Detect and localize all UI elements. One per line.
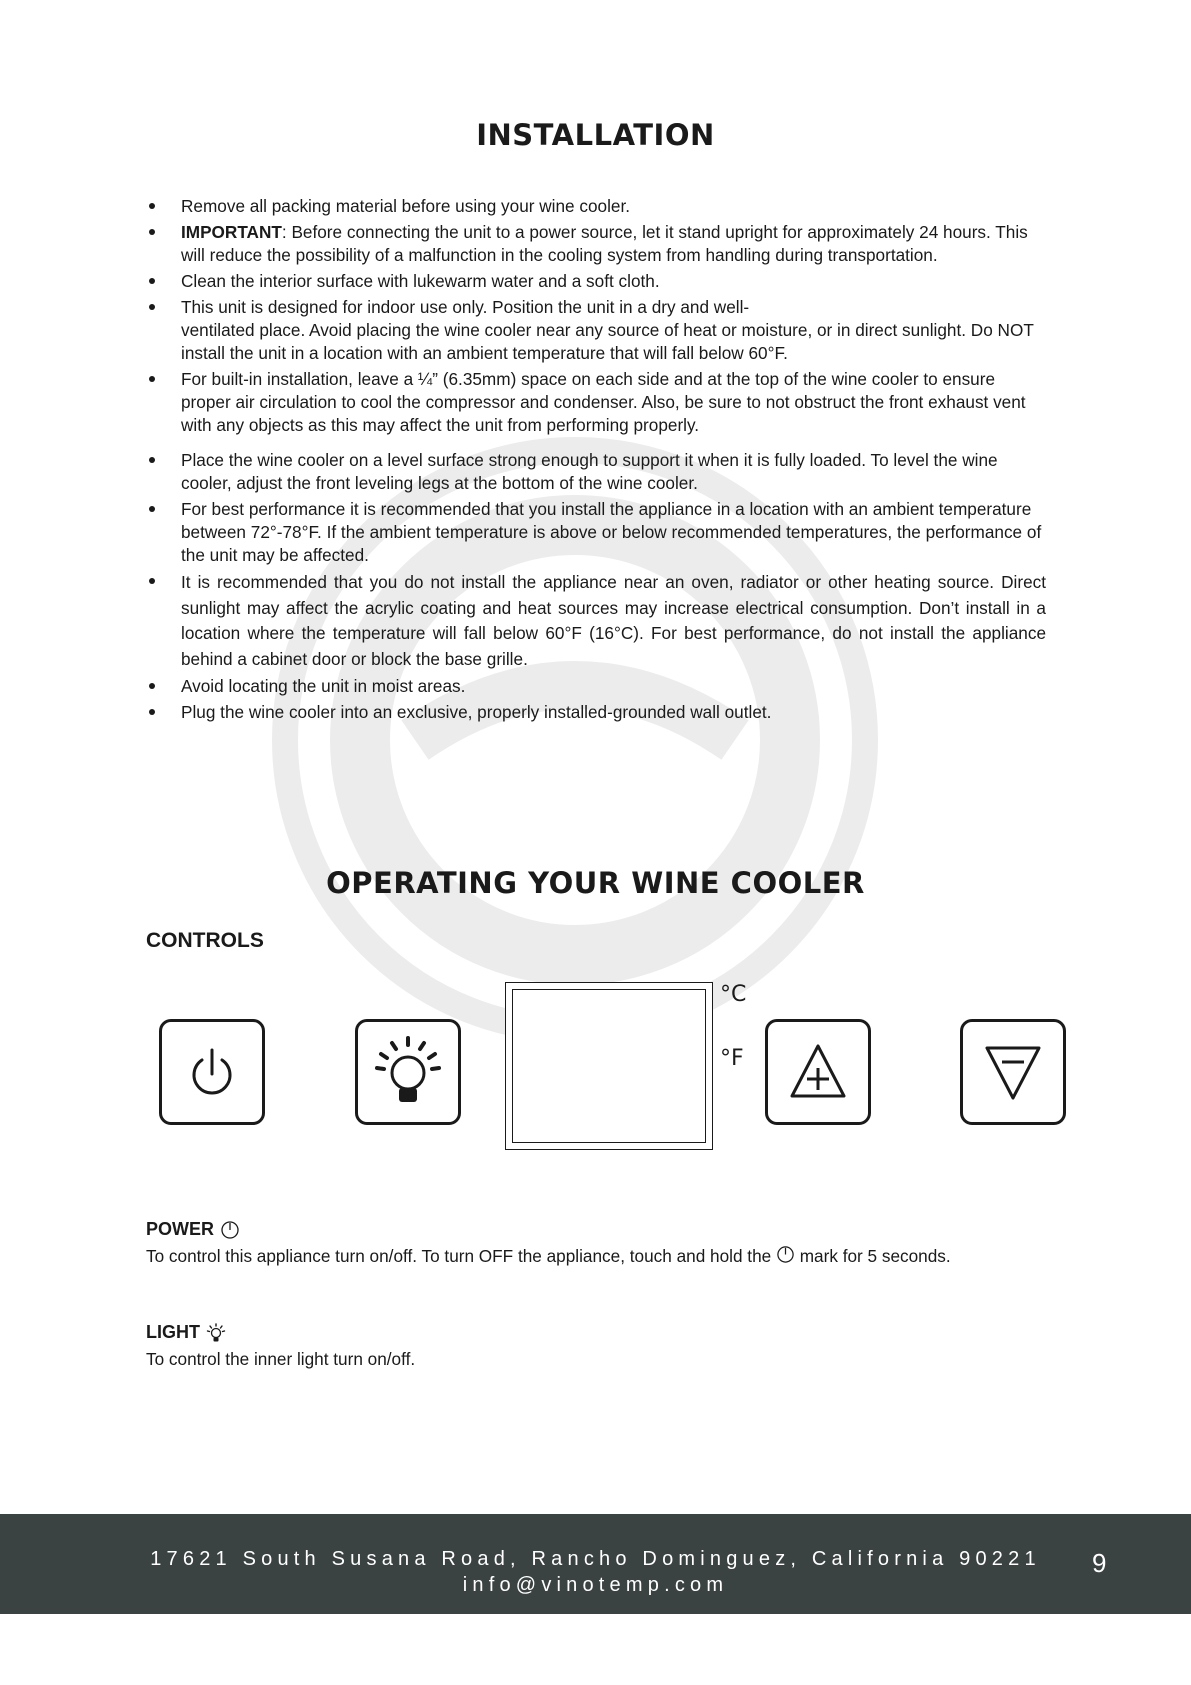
power-button: [159, 1019, 265, 1125]
temperature-up-button: [765, 1019, 871, 1125]
list-item: Avoid locating the unit in moist areas.: [146, 675, 1046, 698]
temperature-down-icon: [981, 1040, 1045, 1104]
list-item: For built-in installation, leave a ¼” (6.35mm) space on each side and at the top of the wine cooler to ensure proper air circulation to cool the compressor and condenser. Also, be sure to not obstruct the front exhaust vent with any objects as this may affect the unit from performing properly.: [146, 368, 1046, 437]
power-heading: POWER: [146, 1219, 240, 1240]
installation-title: INSTALLATION: [476, 118, 715, 152]
temperature-up-icon: [786, 1040, 850, 1104]
power-icon: [776, 1245, 795, 1264]
light-button: [355, 1019, 461, 1125]
list-item: This unit is designed for indoor use only. Position the unit in a dry and well- ventilated place. Avoid placing the wine cooler near any source of heat or moisture, or in direct sunlight. Do NOT install the unit in a location with an ambient temperature that will fall below 60°F.: [146, 296, 1046, 365]
list-item: Remove all packing material before using your wine cooler.: [146, 195, 1046, 218]
page-number: 9: [1092, 1548, 1107, 1578]
list-item: Plug the wine cooler into an exclusive, properly installed-grounded wall outlet.: [146, 701, 1046, 724]
list-item: Clean the interior surface with lukewarm water and a soft cloth.: [146, 270, 1046, 293]
light-description: To control the inner light turn on/off.: [146, 1349, 416, 1369]
celsius-label: °C: [720, 982, 747, 1007]
power-icon: [182, 1042, 242, 1102]
temperature-down-button: [960, 1019, 1066, 1125]
footer-address: 17621 South Susana Road, Rancho Dominguez, California 90221: [150, 1548, 1041, 1570]
controls-heading: CONTROLS: [146, 929, 264, 952]
operating-title: OPERATING YOUR WINE COOLER: [326, 866, 865, 900]
light-bulb-icon: [206, 1323, 226, 1343]
light-bulb-icon: [368, 1032, 448, 1112]
power-icon: [220, 1220, 240, 1240]
list-item: For best performance it is recommended that you install the appliance in a location with an ambient temperature between 72°-78°F. If the ambient temperature is above or below recommended temperatures, the performance of the unit may be affected.: [146, 498, 1046, 567]
list-item: Place the wine cooler on a level surface strong enough to support it when it is fully loaded. To level the wine cooler, adjust the front leveling legs at the bottom of the wine cooler.: [146, 449, 1046, 495]
footer: [0, 1514, 1191, 1614]
fahrenheit-label: °F: [720, 1046, 744, 1071]
list-item: It is recommended that you do not install the appliance near an oven, radiator or other heating source. Direct sunlight may affect the acrylic coating and heat sources may increase electrical consumption. Don’t install in a location where the temperature will fall below 60°F (16°C). For best performance, do not install the appliance behind a cabinet door or block the base grille.: [146, 570, 1046, 672]
power-description: To control this appliance turn on/off. To turn OFF the appliance, touch and hold the mark for 5 seconds.: [146, 1246, 951, 1266]
installation-list: [146, 195, 1046, 727]
temperature-display: [505, 982, 713, 1150]
light-heading: LIGHT: [146, 1322, 226, 1343]
list-item: IMPORTANT: Before connecting the unit to a power source, let it stand upright for approximately 24 hours. This will reduce the possibility of a malfunction in the cooling system from handling during transportation.: [146, 221, 1046, 267]
footer-email: info@vinotemp.com: [462, 1574, 729, 1596]
